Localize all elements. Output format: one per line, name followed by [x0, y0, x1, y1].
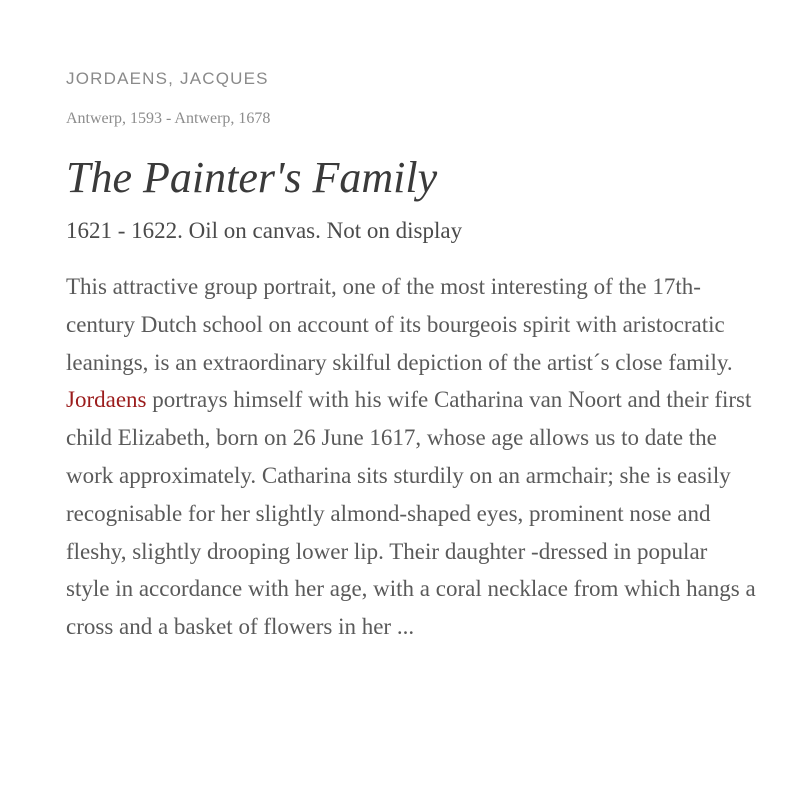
- artwork-info: [66, 68, 766, 646]
- description-text-before: This attractive group portrait, one of the most interesting of the 17th-century Dutch school on account of its bourgeois spirit with aristocratic leanings, is an extraordinary skilful depiction of the artist´s close family.: [66, 274, 733, 375]
- artwork-title: The Painter's Family: [66, 153, 438, 202]
- artwork-meta: 1621 - 1622. Oil on canvas. Not on display: [66, 218, 463, 243]
- artist-name[interactable]: JORDAENS, JACQUES: [66, 69, 269, 88]
- artist-dates: Antwerp, 1593 - Antwerp, 1678: [66, 110, 271, 127]
- artwork-description: [66, 268, 756, 646]
- artist-link[interactable]: Jordaens: [66, 387, 147, 413]
- description-text-after: portrays himself with his wife Catharina van Noort and their first child Elizabeth, born on 26 June 1617, whose age allows us to date the work approximately. Catharina sits sturdily on an armchair; she is easily recognisable for her slightly almond-shaped eyes, prominent nose and fleshy, slightly drooping lower lip. Their daughter -dressed in popular style in accordance with her age, with a coral necklace from which hangs a cross and a basket of flowers in her ...: [66, 387, 756, 640]
